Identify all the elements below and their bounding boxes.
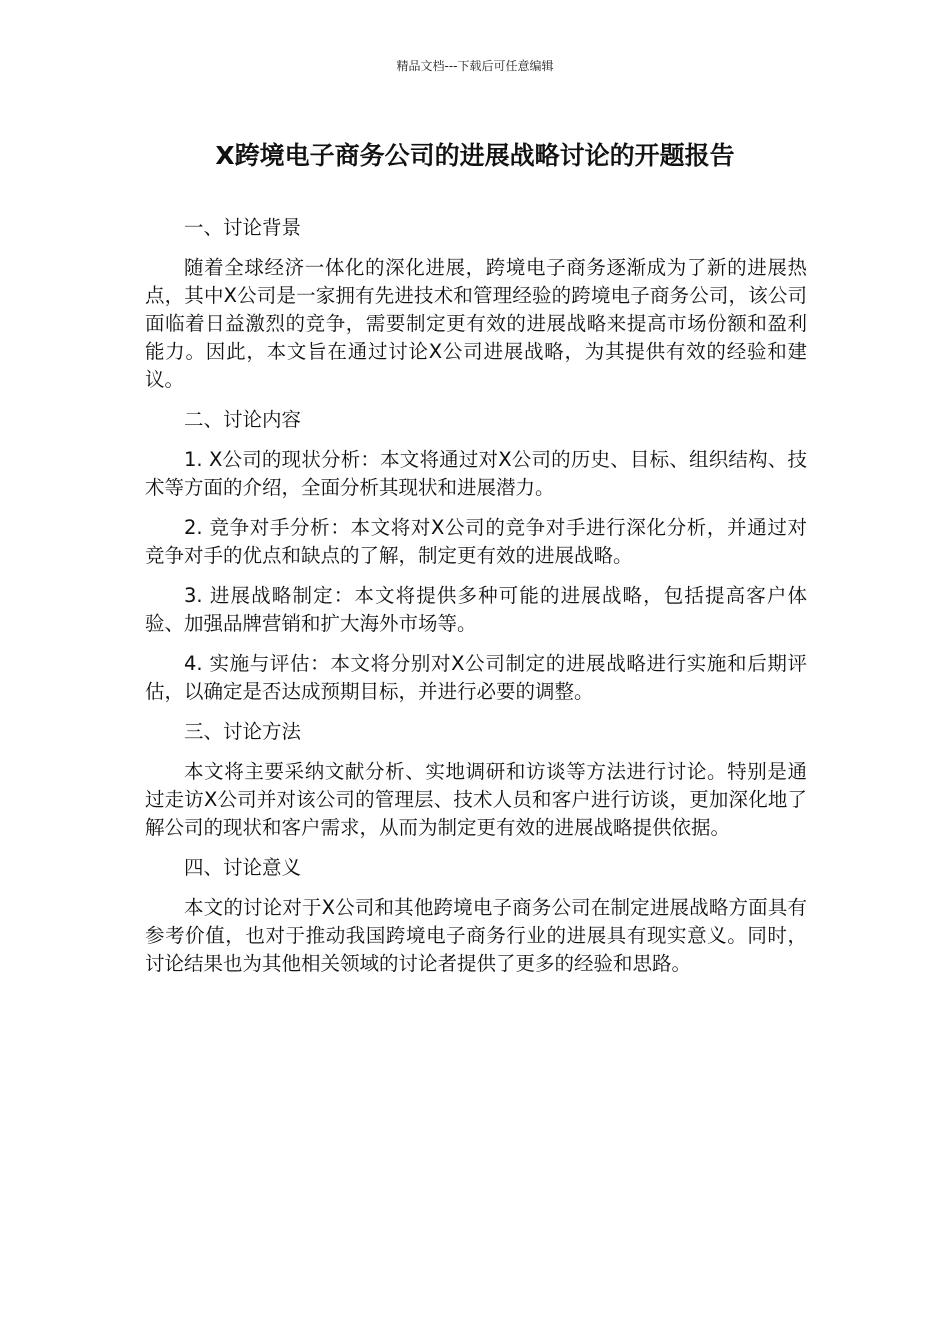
section-heading: 三、讨论方法 [184, 720, 302, 743]
document-body [145, 214, 807, 990]
list-item: 4. 实施与评估：本文将分别对X公司制定的进展战略进行实施和后期评估，以确定是否达成预期目标，并进行必要的调整。 [145, 652, 807, 703]
paragraph: 本文的讨论对于X公司和其他跨境电子商务公司在制定进展战略方面具有参考价值，也对于推动我国跨境电子商务行业的进展具有现实意义。同时，讨论结果也为其他相关领域的讨论者提供了更多的经验和思路。 [145, 896, 807, 975]
paragraph: 随着全球经济一体化的深化进展，跨境电子商务逐渐成为了新的进展热点，其中X公司是一家拥有先进技术和管理经验的跨境电子商务公司，该公司面临着日益激烈的竞争，需要制定更有效的进展战略来提高市场份额和盈利能力。因此，本文旨在通过讨论X公司进展战略，为其提供有效的经验和建议。 [145, 256, 807, 391]
section-content [145, 406, 807, 706]
list-item: 2. 竞争对手分析：本文将对X公司的竞争对手进行深化分析，并通过对竞争对手的优点和缺点的了解，制定更有效的进展战略。 [145, 516, 807, 567]
section-method [145, 718, 807, 842]
section-heading: 四、讨论意义 [184, 856, 302, 879]
paragraph: 本文将主要采纳文献分析、实地调研和访谈等方法进行讨论。特别是通过走访X公司并对该公司的管理层、技术人员和客户进行访谈，更加深化地了解公司的现状和客户需求，从而为制定更有效的进展战略提供依据。 [145, 760, 807, 839]
section-background [145, 214, 807, 394]
section-significance [145, 854, 807, 978]
header-note: 精品文档---下载后可任意编辑 [396, 59, 554, 73]
list-item: 1. X公司的现状分析：本文将通过对X公司的历史、目标、组织结构、技术等方面的介绍，全面分析其现状和进展潜力。 [145, 448, 807, 499]
document-title: X跨境电子商务公司的进展战略讨论的开题报告 [215, 141, 735, 170]
section-heading: 一、讨论背景 [184, 216, 302, 239]
section-heading: 二、讨论内容 [184, 408, 302, 431]
list-item: 3. 进展战略制定：本文将提供多种可能的进展战略，包括提高客户体验、加强品牌营销和扩大海外市场等。 [145, 584, 807, 635]
